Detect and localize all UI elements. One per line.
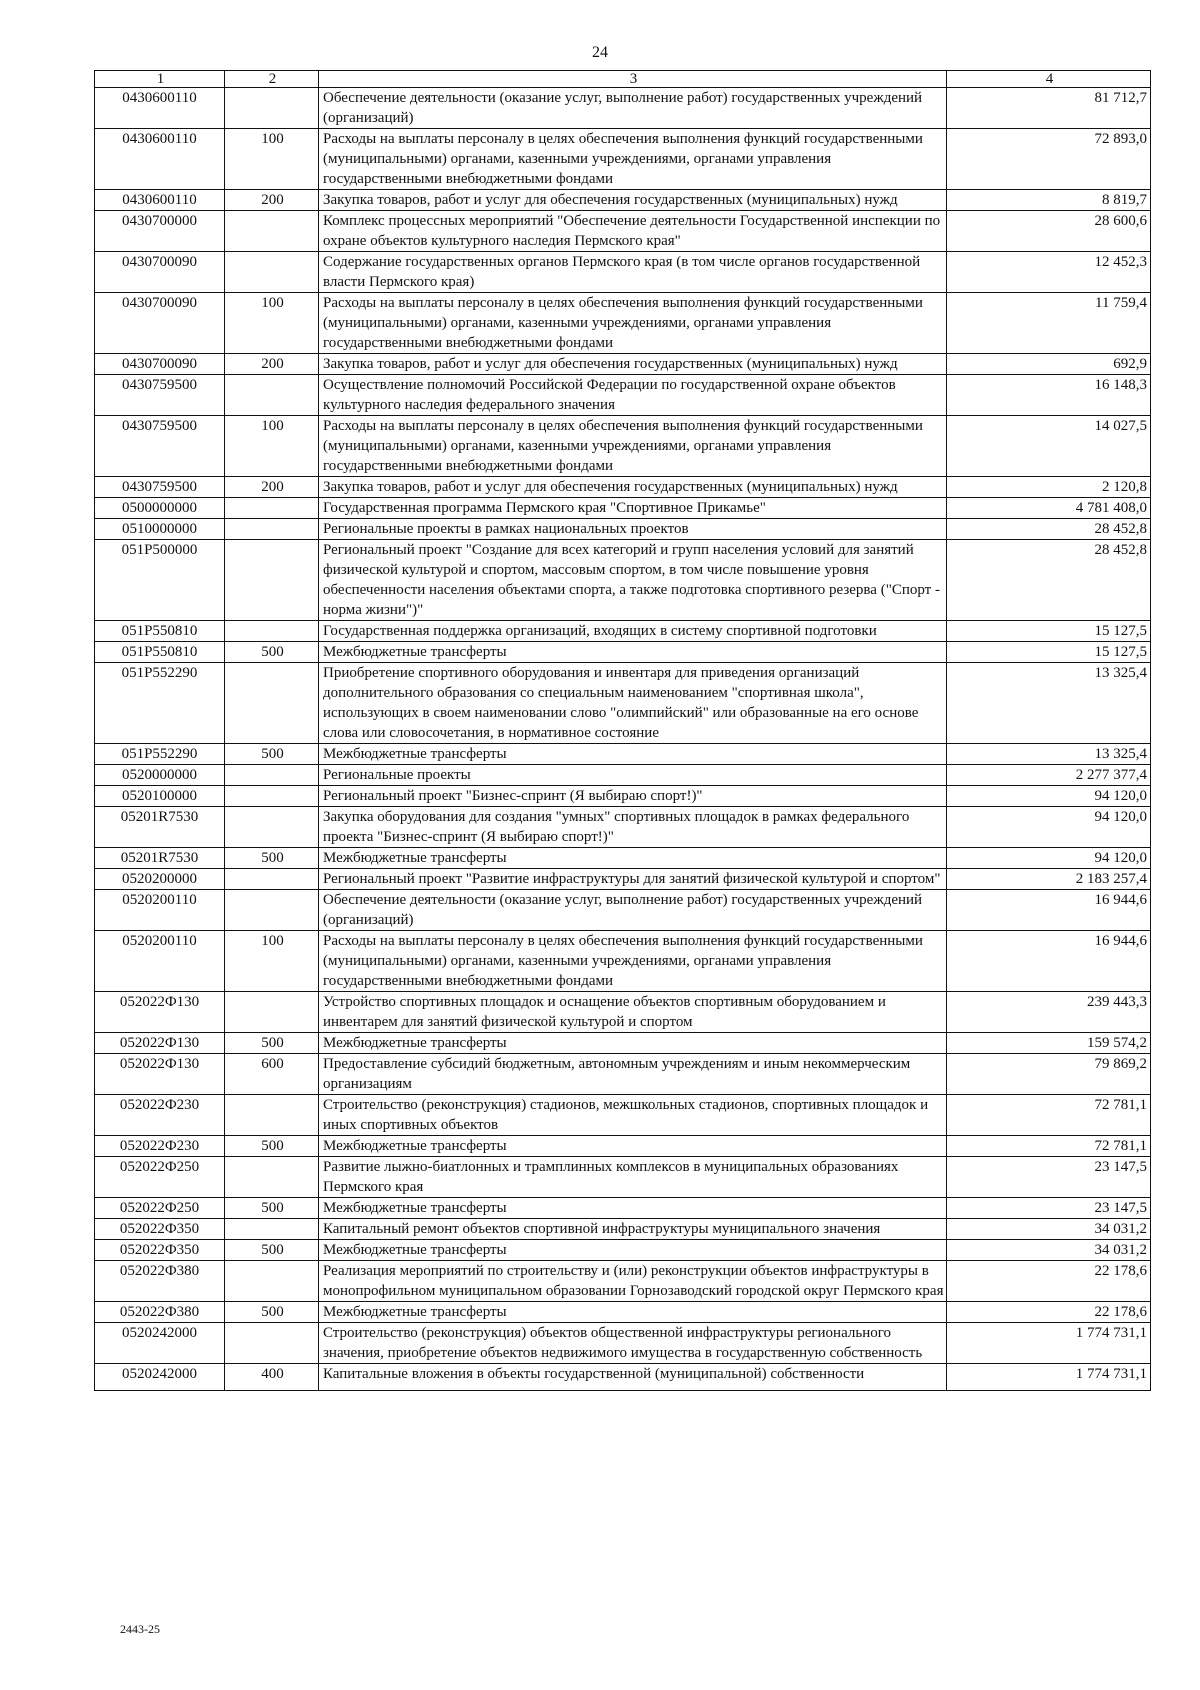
cell-amount: 23 147,5: [947, 1157, 1151, 1198]
cell-expense-type: [225, 992, 319, 1033]
cell-name: Содержание государственных органов Пермского края (в том числе органов государственной власти Пермского края): [319, 252, 947, 293]
cell-code: 0430600110: [95, 129, 225, 190]
cell-code: 0520100000: [95, 786, 225, 807]
cell-code: 052022Ф380: [95, 1302, 225, 1323]
cell-name: Межбюджетные трансферты: [319, 744, 947, 765]
cell-name: Закупка товаров, работ и услуг для обеспечения государственных (муниципальных) нужд: [319, 190, 947, 211]
cell-amount: 79 869,2: [947, 1054, 1151, 1095]
cell-expense-type: 100: [225, 416, 319, 477]
cell-name: Межбюджетные трансферты: [319, 1033, 947, 1054]
cell-expense-type: [225, 211, 319, 252]
cell-code: 0520242000: [95, 1323, 225, 1364]
cell-name: Обеспечение деятельности (оказание услуг, выполнение работ) государственных учреждений (организаций): [319, 890, 947, 931]
cell-amount: 23 147,5: [947, 1198, 1151, 1219]
cell-amount: 2 183 257,4: [947, 869, 1151, 890]
cell-amount: 15 127,5: [947, 642, 1151, 663]
cell-expense-type: 100: [225, 129, 319, 190]
table-row: [95, 375, 1151, 416]
cell-expense-type: [225, 375, 319, 416]
cell-name: Осуществление полномочий Российской Федерации по государственной охране объектов культурного наследия федерального значения: [319, 375, 947, 416]
cell-expense-type: [225, 869, 319, 890]
table-row: [95, 540, 1151, 621]
table-row: [95, 663, 1151, 744]
cell-amount: 1 774 731,1: [947, 1323, 1151, 1364]
cell-code: 051P552290: [95, 663, 225, 744]
cell-name: Государственная программа Пермского края "Спортивное Прикамье": [319, 498, 947, 519]
table-row: [95, 88, 1151, 129]
cell-amount: 81 712,7: [947, 88, 1151, 129]
cell-expense-type: [225, 1323, 319, 1364]
cell-name: Расходы на выплаты персоналу в целях обеспечения выполнения функций государственными (муниципальными) органами, казенными учреждениями, органами управления государственными внебюджетными фондами: [319, 293, 947, 354]
cell-amount: 1 774 731,1: [947, 1364, 1151, 1391]
cell-amount: 94 120,0: [947, 848, 1151, 869]
cell-expense-type: [225, 519, 319, 540]
cell-name: Закупка товаров, работ и услуг для обеспечения государственных (муниципальных) нужд: [319, 354, 947, 375]
cell-code: 0520200110: [95, 890, 225, 931]
table-row: [95, 931, 1151, 992]
cell-amount: 94 120,0: [947, 786, 1151, 807]
table-row: [95, 498, 1151, 519]
cell-code: 0430600110: [95, 190, 225, 211]
cell-amount: 16 944,6: [947, 890, 1151, 931]
cell-code: 0430759500: [95, 477, 225, 498]
cell-expense-type: [225, 540, 319, 621]
table-row: [95, 519, 1151, 540]
column-header-name: 3: [319, 71, 947, 88]
cell-code: 05201R7530: [95, 807, 225, 848]
cell-code: 0430700090: [95, 354, 225, 375]
table-row: [95, 744, 1151, 765]
table-row: [95, 1095, 1151, 1136]
cell-code: 051P500000: [95, 540, 225, 621]
cell-amount: 8 819,7: [947, 190, 1151, 211]
cell-amount: 14 027,5: [947, 416, 1151, 477]
cell-amount: 28 600,6: [947, 211, 1151, 252]
cell-name: Строительство (реконструкция) объектов общественной инфраструктуры регионального значения, приобретение объектов недвижимого имущества в государственную собственность: [319, 1323, 947, 1364]
table-row: [95, 1054, 1151, 1095]
cell-code: 052022Ф130: [95, 1054, 225, 1095]
table-row: [95, 1364, 1151, 1391]
cell-name: Межбюджетные трансферты: [319, 1136, 947, 1157]
table-row: [95, 786, 1151, 807]
cell-name: Расходы на выплаты персоналу в целях обеспечения выполнения функций государственными (муниципальными) органами, казенными учреждениями, органами управления государственными внебюджетными фондами: [319, 931, 947, 992]
cell-amount: 13 325,4: [947, 663, 1151, 744]
cell-code: 052022Ф230: [95, 1136, 225, 1157]
cell-code: 052022Ф130: [95, 1033, 225, 1054]
cell-expense-type: [225, 890, 319, 931]
cell-name: Межбюджетные трансферты: [319, 848, 947, 869]
table-row: [95, 848, 1151, 869]
cell-expense-type: 500: [225, 1136, 319, 1157]
cell-code: 051P550810: [95, 642, 225, 663]
cell-code: 0430700090: [95, 293, 225, 354]
table-body: [95, 88, 1151, 1391]
cell-name: Государственная поддержка организаций, входящих в систему спортивной подготовки: [319, 621, 947, 642]
cell-amount: 16 944,6: [947, 931, 1151, 992]
cell-name: Строительство (реконструкция) стадионов, межшкольных стадионов, спортивных площадок и иных спортивных объектов: [319, 1095, 947, 1136]
cell-name: Региональные проекты: [319, 765, 947, 786]
table-row: [95, 1136, 1151, 1157]
column-header-code: 1: [95, 71, 225, 88]
cell-amount: 34 031,2: [947, 1240, 1151, 1261]
cell-amount: 12 452,3: [947, 252, 1151, 293]
cell-amount: 28 452,8: [947, 519, 1151, 540]
cell-amount: 72 893,0: [947, 129, 1151, 190]
cell-expense-type: 500: [225, 642, 319, 663]
cell-code: 052022Ф350: [95, 1240, 225, 1261]
cell-code: 051P552290: [95, 744, 225, 765]
cell-code: 0430700000: [95, 211, 225, 252]
cell-code: 052022Ф250: [95, 1157, 225, 1198]
table-row: [95, 1033, 1151, 1054]
cell-amount: 94 120,0: [947, 807, 1151, 848]
table-row: [95, 1323, 1151, 1364]
table-header-row: [95, 71, 1151, 88]
cell-expense-type: 200: [225, 354, 319, 375]
cell-name: Закупка оборудования для создания "умных" спортивных площадок в рамках федерального проекта "Бизнес-спринт (Я выбираю спорт!)": [319, 807, 947, 848]
table-row: [95, 1157, 1151, 1198]
cell-amount: 4 781 408,0: [947, 498, 1151, 519]
cell-name: Расходы на выплаты персоналу в целях обеспечения выполнения функций государственными (муниципальными) органами, казенными учреждениями, органами управления государственными внебюджетными фондами: [319, 129, 947, 190]
table-row: [95, 890, 1151, 931]
cell-expense-type: 500: [225, 848, 319, 869]
cell-expense-type: [225, 88, 319, 129]
table-row: [95, 765, 1151, 786]
cell-code: 052022Ф130: [95, 992, 225, 1033]
cell-code: 052022Ф250: [95, 1198, 225, 1219]
cell-expense-type: 100: [225, 931, 319, 992]
cell-expense-type: 500: [225, 1302, 319, 1323]
cell-code: 0430600110: [95, 88, 225, 129]
cell-name: Межбюджетные трансферты: [319, 1240, 947, 1261]
cell-code: 0500000000: [95, 498, 225, 519]
column-header-type: 2: [225, 71, 319, 88]
cell-expense-type: 600: [225, 1054, 319, 1095]
cell-expense-type: 200: [225, 190, 319, 211]
cell-name: Региональный проект "Бизнес-спринт (Я выбираю спорт!)": [319, 786, 947, 807]
cell-name: Межбюджетные трансферты: [319, 642, 947, 663]
document-number: 2443-25: [120, 1622, 160, 1636]
cell-expense-type: [225, 621, 319, 642]
cell-expense-type: 500: [225, 1240, 319, 1261]
table-row: [95, 416, 1151, 477]
cell-name: Капитальный ремонт объектов спортивной инфраструктуры муниципального значения: [319, 1219, 947, 1240]
cell-name: Региональный проект "Развитие инфраструктуры для занятий физической культурой и спортом": [319, 869, 947, 890]
cell-amount: 72 781,1: [947, 1095, 1151, 1136]
cell-expense-type: [225, 1095, 319, 1136]
cell-expense-type: [225, 786, 319, 807]
cell-name: Комплекс процессных мероприятий "Обеспечение деятельности Государственной инспекции по охране объектов культурного наследия Пермского края": [319, 211, 947, 252]
cell-expense-type: 100: [225, 293, 319, 354]
cell-expense-type: [225, 498, 319, 519]
cell-code: 052022Ф380: [95, 1261, 225, 1302]
page-number: 24: [592, 44, 608, 61]
cell-amount: 15 127,5: [947, 621, 1151, 642]
table-row: [95, 869, 1151, 890]
cell-name: Реализация мероприятий по строительству и (или) реконструкции объектов инфраструктуры в монопрофильном муниципальном образовании Горнозаводский городской округ Пермского края: [319, 1261, 947, 1302]
cell-code: 0520000000: [95, 765, 225, 786]
cell-expense-type: 500: [225, 1198, 319, 1219]
cell-code: 0430759500: [95, 416, 225, 477]
cell-amount: 72 781,1: [947, 1136, 1151, 1157]
table-row: [95, 477, 1151, 498]
table-row: [95, 807, 1151, 848]
cell-name: Региональные проекты в рамках национальных проектов: [319, 519, 947, 540]
cell-amount: 22 178,6: [947, 1302, 1151, 1323]
cell-code: 0430700090: [95, 252, 225, 293]
table-row: [95, 129, 1151, 190]
cell-name: Закупка товаров, работ и услуг для обеспечения государственных (муниципальных) нужд: [319, 477, 947, 498]
cell-amount: 239 443,3: [947, 992, 1151, 1033]
cell-amount: 692,9: [947, 354, 1151, 375]
cell-expense-type: [225, 765, 319, 786]
cell-expense-type: 200: [225, 477, 319, 498]
cell-amount: 2 120,8: [947, 477, 1151, 498]
table-row: [95, 1302, 1151, 1323]
cell-expense-type: [225, 807, 319, 848]
cell-name: Развитие лыжно-биатлонных и трамплинных комплексов в муниципальных образованиях Пермского края: [319, 1157, 947, 1198]
cell-amount: 16 148,3: [947, 375, 1151, 416]
cell-name: Межбюджетные трансферты: [319, 1198, 947, 1219]
cell-name: Обеспечение деятельности (оказание услуг, выполнение работ) государственных учреждений (организаций): [319, 88, 947, 129]
table-row: [95, 1240, 1151, 1261]
table-row: [95, 293, 1151, 354]
table-row: [95, 1198, 1151, 1219]
table-row: [95, 621, 1151, 642]
cell-expense-type: [225, 1157, 319, 1198]
cell-code: 0510000000: [95, 519, 225, 540]
cell-code: 052022Ф350: [95, 1219, 225, 1240]
budget-table: [94, 70, 1151, 1391]
cell-name: Приобретение спортивного оборудования и инвентаря для приведения организаций дополнительного образования со специальным наименованием "спортивная школа", использующих в своем наименовании слово "олимпийский" или образованные на его основе слова или словосочетания, в нормативное состояние: [319, 663, 947, 744]
cell-expense-type: 400: [225, 1364, 319, 1391]
cell-code: 0430759500: [95, 375, 225, 416]
cell-expense-type: 500: [225, 1033, 319, 1054]
cell-amount: 2 277 377,4: [947, 765, 1151, 786]
cell-expense-type: [225, 252, 319, 293]
table-row: [95, 1261, 1151, 1302]
table-row: [95, 354, 1151, 375]
cell-name: Капитальные вложения в объекты государственной (муниципальной) собственности: [319, 1364, 947, 1391]
table-row: [95, 1219, 1151, 1240]
table-row: [95, 211, 1151, 252]
cell-name: Устройство спортивных площадок и оснащение объектов спортивным оборудованием и инвентарем для занятий физической культурой и спортом: [319, 992, 947, 1033]
table-row: [95, 252, 1151, 293]
cell-expense-type: [225, 1219, 319, 1240]
table-row: [95, 190, 1151, 211]
cell-amount: 11 759,4: [947, 293, 1151, 354]
cell-code: 0520200110: [95, 931, 225, 992]
column-header-amount: 4: [947, 71, 1151, 88]
cell-amount: 28 452,8: [947, 540, 1151, 621]
cell-expense-type: 500: [225, 744, 319, 765]
cell-code: 05201R7530: [95, 848, 225, 869]
cell-name: Предоставление субсидий бюджетным, автономным учреждениям и иным некоммерческим организациям: [319, 1054, 947, 1095]
cell-expense-type: [225, 663, 319, 744]
cell-code: 0520200000: [95, 869, 225, 890]
cell-amount: 159 574,2: [947, 1033, 1151, 1054]
cell-name: Межбюджетные трансферты: [319, 1302, 947, 1323]
cell-code: 052022Ф230: [95, 1095, 225, 1136]
cell-code: 051P550810: [95, 621, 225, 642]
table-row: [95, 642, 1151, 663]
cell-amount: 22 178,6: [947, 1261, 1151, 1302]
table-row: [95, 992, 1151, 1033]
cell-expense-type: [225, 1261, 319, 1302]
cell-amount: 34 031,2: [947, 1219, 1151, 1240]
cell-name: Расходы на выплаты персоналу в целях обеспечения выполнения функций государственными (муниципальными) органами, казенными учреждениями, органами управления государственными внебюджетными фондами: [319, 416, 947, 477]
cell-amount: 13 325,4: [947, 744, 1151, 765]
cell-code: 0520242000: [95, 1364, 225, 1391]
cell-name: Региональный проект "Создание для всех категорий и групп населения условий для занятий физической культурой и спортом, массовым спортом, в том числе повышение уровня обеспеченности населения объектами спорта, а также подготовка спортивного резерва ("Спорт - норма жизни")": [319, 540, 947, 621]
